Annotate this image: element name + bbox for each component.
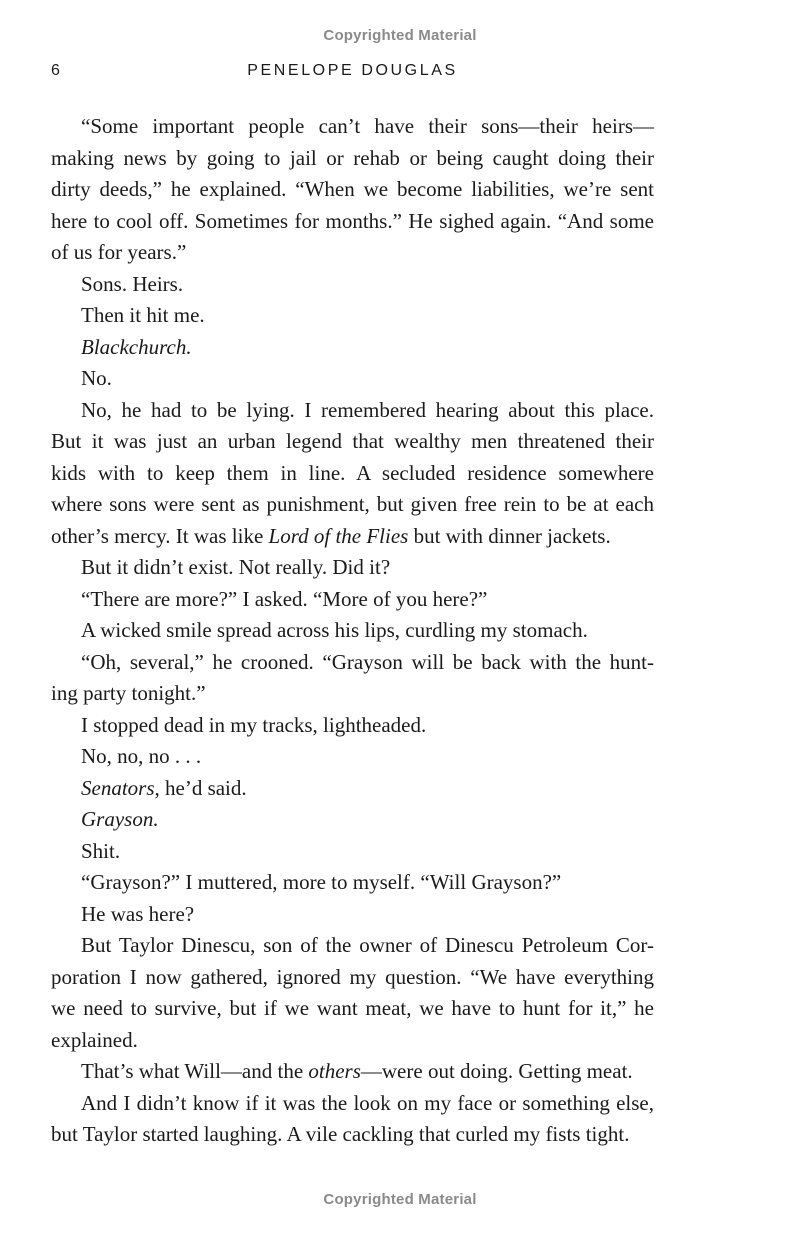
text-line: [51, 395, 654, 427]
text-line: [51, 741, 654, 773]
text-line: [51, 426, 654, 458]
text-segment: But Taylor Dinescu, son of the owner of Dinescu Petroleum Cor-: [81, 933, 654, 957]
text-segment: but with dinner jackets.: [408, 523, 611, 548]
text-segment: but Taylor started laughing. A vile cackling that curled my fists tight.: [51, 1122, 630, 1146]
text-segment: Shit.: [81, 838, 121, 863]
italic-text-segment: Blackchurch.: [81, 334, 192, 359]
text-line: [51, 804, 654, 836]
text-line: [51, 1119, 654, 1151]
text-line: [51, 930, 654, 962]
text-segment: where sons were sent as punishment, but given free rein to be at each: [51, 492, 654, 516]
text-segment: “Some important people can’t have their sons—their heirs—: [81, 114, 654, 138]
text-segment: “Oh, several,” he crooned. “Grayson will be back with the hunt-: [81, 649, 654, 674]
body-text: [51, 111, 654, 1151]
text-line: [51, 206, 654, 238]
text-segment: here to cool off. Sometimes for months.” He sighed again. “And some: [51, 208, 654, 233]
text-line: [51, 678, 654, 710]
text-segment: I stopped dead in my tracks, lightheaded.: [81, 712, 427, 737]
text-segment: “Grayson?” I muttered, more to myself. “Will Grayson?”: [81, 870, 562, 894]
text-segment: No, he had to be lying. I remembered hearing about this place.: [81, 397, 654, 422]
text-line: [51, 647, 654, 679]
text-line: [51, 1056, 654, 1088]
text-line: [51, 615, 654, 647]
text-line: [51, 1088, 654, 1120]
text-segment: But it didn’t exist. Not really. Did it?: [81, 555, 391, 579]
italic-text-segment: others: [308, 1059, 361, 1083]
text-segment: And I didn’t know if it was the look on my face or something else,: [81, 1090, 654, 1115]
text-line: [51, 552, 654, 584]
text-segment: No.: [81, 366, 112, 390]
text-segment: other’s mercy. It was like: [51, 523, 269, 548]
text-segment: explained.: [51, 1027, 138, 1052]
text-segment: ing party tonight.”: [51, 681, 206, 705]
author-name: PENELOPE DOUGLAS: [247, 62, 458, 79]
text-line: [51, 1025, 654, 1057]
text-segment: of us for years.”: [51, 240, 187, 264]
text-segment: That’s what Will—and the: [81, 1059, 309, 1083]
text-line: [51, 521, 654, 553]
italic-text-segment: Lord of the Flies: [268, 523, 409, 548]
text-segment: Then it hit me.: [81, 303, 205, 327]
text-line: [51, 489, 654, 521]
copyright-watermark-bottom: Copyrighted Material: [323, 1191, 477, 1208]
text-segment: making news by going to jail or rehab or being caught doing their: [51, 145, 654, 170]
text-line: [51, 363, 654, 395]
text-segment: A wicked smile spread across his lips, curdling my stomach.: [81, 618, 588, 642]
text-line: [51, 143, 654, 175]
text-segment: But it was just an urban legend that wealthy men threatened their: [51, 429, 654, 453]
page-number: 6: [51, 62, 63, 79]
italic-text-segment: Grayson.: [81, 807, 159, 831]
text-line: [51, 899, 654, 931]
text-line: [51, 269, 654, 301]
text-segment: dirty deeds,” he explained. “When we become liabilities, we’re sent: [51, 177, 654, 201]
text-line: [51, 836, 654, 868]
text-line: [51, 300, 654, 332]
text-line: [51, 584, 654, 616]
text-segment: Sons. Heirs.: [81, 271, 184, 296]
italic-text-segment: Senators: [81, 775, 155, 800]
text-segment: poration I now gathered, ignored my question. “We have everything: [51, 964, 654, 989]
text-line: [51, 710, 654, 742]
text-segment: kids with to keep them in line. A secluded residence somewhere: [51, 460, 654, 485]
text-line: [51, 773, 654, 805]
running-header: [51, 62, 654, 86]
text-segment: we need to survive, but if we want meat, we have to hunt for it,” he: [51, 996, 654, 1020]
text-segment: He was here?: [81, 901, 195, 926]
text-line: [51, 174, 654, 206]
text-segment: —were out doing. Getting meat.: [360, 1059, 633, 1083]
text-line: [51, 962, 654, 994]
text-line: [51, 993, 654, 1025]
text-segment: , he’d said.: [154, 775, 247, 800]
text-segment: No, no, no . . .: [81, 744, 202, 768]
text-line: [51, 867, 654, 899]
text-line: [51, 458, 654, 490]
text-line: [51, 332, 654, 364]
text-line: [51, 237, 654, 269]
copyright-watermark-top: Copyrighted Material: [323, 27, 477, 44]
text-segment: “There are more?” I asked. “More of you here?”: [81, 586, 488, 611]
text-line: [51, 111, 654, 143]
